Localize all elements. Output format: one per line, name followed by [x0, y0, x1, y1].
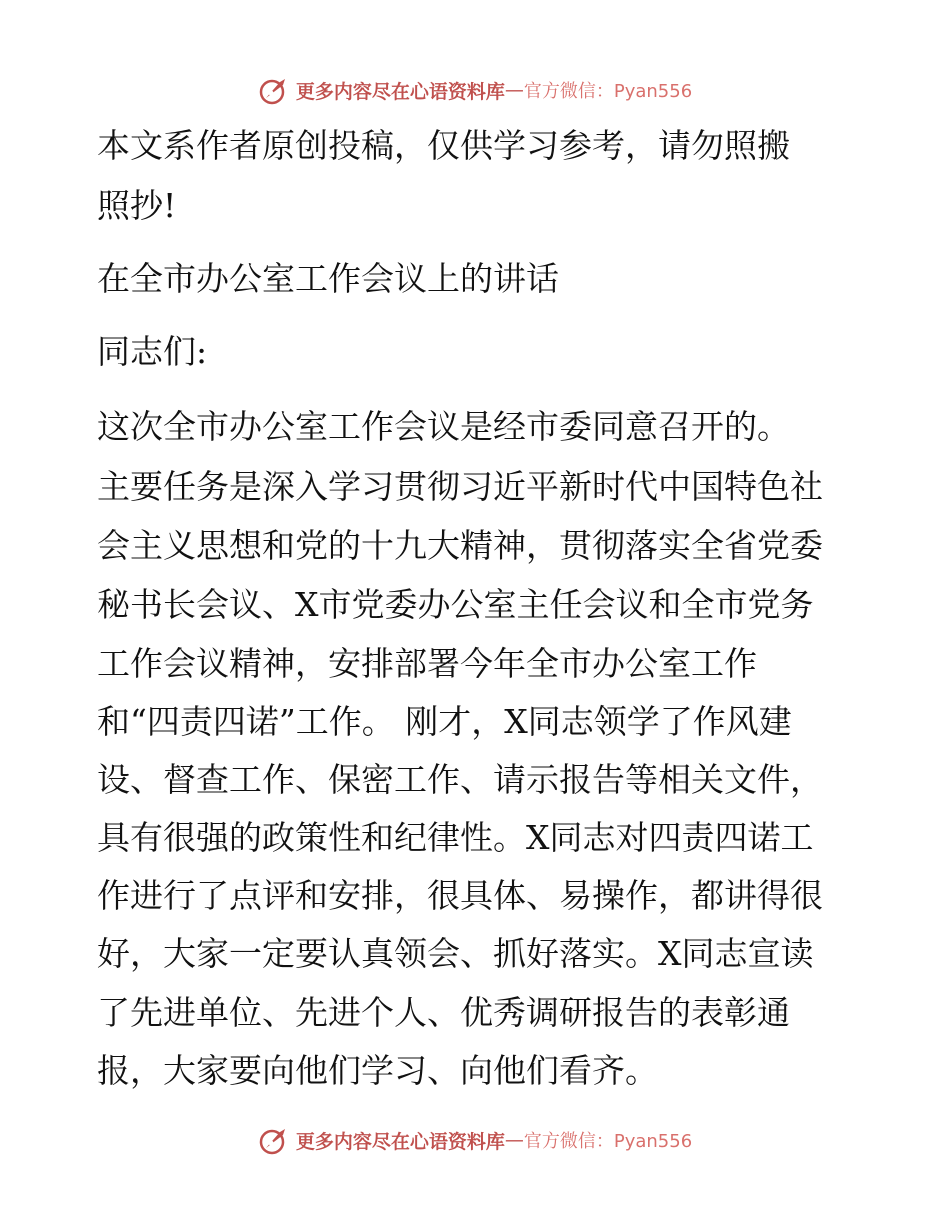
body-line: 主要任务是深入学习贯彻习近平新时代中国特色社 — [97, 467, 823, 506]
body-line: 了先进单位、先进个人、优秀调研报告的表彰通 — [97, 993, 790, 1032]
body-line: 具有很强的政策性和纪律性。X同志对四责四诺工 — [97, 818, 814, 857]
notice-line: 本文系作者原创投稿，仅供学习参考，请勿照搬 — [97, 126, 790, 165]
body-line: 会主义思想和党的十九大精神，贯彻落实全省党委 — [97, 526, 823, 565]
body-line: 这次全市办公室工作会议是经市委同意召开的。 — [97, 407, 790, 446]
banner-sub-text: 官方微信：Pyan556 — [523, 1131, 693, 1152]
body-line: 作进行了点评和安排，很具体、易操作，都讲得很 — [97, 876, 823, 915]
body-line: 工作会议精神，安排部署今年全市办公室工作 — [97, 644, 757, 683]
banner-dash: — — [504, 79, 524, 101]
body-line: 设、督查工作、保密工作、请示报告等相关文件， — [97, 760, 823, 799]
banner-sub-text: 官方微信：Pyan556 — [523, 81, 693, 102]
banner-main-text: 更多内容尽在心语资料库 — [295, 80, 505, 103]
document-title: 在全市办公室工作会议上的讲话 — [97, 259, 559, 298]
body-line: 秘书长会议、X市党委办公室主任会议和全市党务 — [97, 585, 814, 624]
banner-dash: — — [504, 1129, 524, 1151]
body-line: 和“四责四诺”工作。 刚才，X同志领学了作风建 — [97, 702, 792, 741]
notice-line: 照抄! — [97, 186, 177, 225]
body-line: 好，大家一定要认真领会、抓好落实。X同志宣读 — [97, 934, 814, 973]
footer-banner — [0, 1120, 950, 1160]
banner-main-text: 更多内容尽在心语资料库 — [295, 1130, 505, 1153]
pen-nib-circle-icon — [258, 74, 290, 106]
pen-nib-circle-icon — [258, 1124, 290, 1156]
header-banner — [0, 70, 950, 110]
salutation: 同志们: — [97, 332, 208, 371]
body-line: 报，大家要向他们学习、向他们看齐。 — [97, 1051, 658, 1090]
